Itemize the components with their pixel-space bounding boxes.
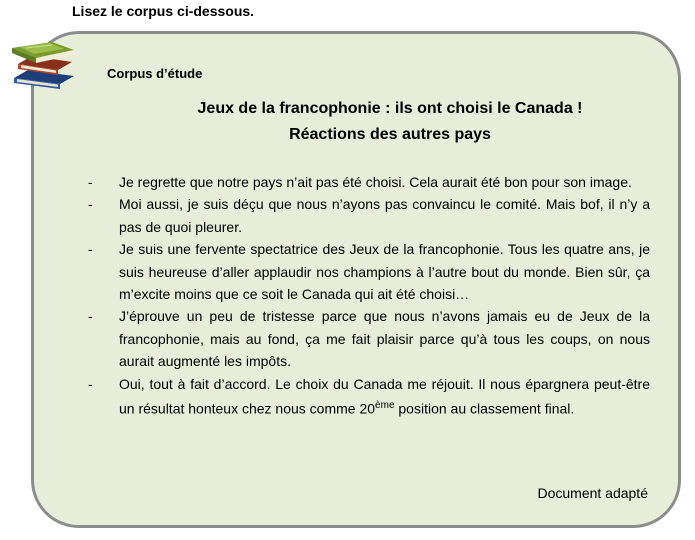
superscript-ordinal: ème [375,400,395,412]
source-note: Document adapté [537,485,648,501]
list-item [88,238,650,305]
item-text: Moi aussi, je suis déçu que nous n’ayons pas convaincu le comité. Mais bof, il n’y a pas de quoi pleurer. [119,196,650,235]
bullet-dash: - [88,241,93,258]
item-text: Je suis une fervente spectatrice des Jeux de la francophonie. Tous les quatre ans, je suis heureuse d’aller applaudir nos champions à l’autre bout du monde. Bien sûr, ça m’excite moins que ce soit le Canada qui ait été choisi… [119,241,650,303]
list-item [88,305,650,372]
title-line-2: Réactions des autres pays [289,126,491,143]
corpus-label: Corpus d’étude [107,66,203,81]
list-item [88,193,650,238]
bullet-dash: - [88,196,93,213]
books-icon [8,24,78,94]
item-text-start: Oui, tout à fait d’accord. Le choix du Canada me réjouit. Il nous épargnera peut-être un résultat honteux chez nous comme 20 [119,375,650,417]
bullet-dash: - [88,375,93,392]
title-line-1: Jeux de la francophonie : ils ont choisi le Canada ! [197,100,583,117]
bullet-dash: - [88,308,93,325]
item-text-end: position au classement final. [394,400,575,417]
list-item [88,171,650,193]
reactions-list [88,171,650,420]
item-text: J’éprouve un peu de tristesse parce que nous n’avons jamais eu de Jeux de la francophonie, mais au fond, ça me fait plaisir parce qu’à tous les coups, on nous aurait augmenté les impôts. [119,308,650,370]
bullet-dash: - [88,174,93,190]
list-item [88,373,650,420]
item-text: Je regrette que notre pays n’ait pas été choisi. Cela aurait été bon pour son image. [119,174,632,190]
instruction: Lisez le corpus ci-dessous. [72,3,255,19]
